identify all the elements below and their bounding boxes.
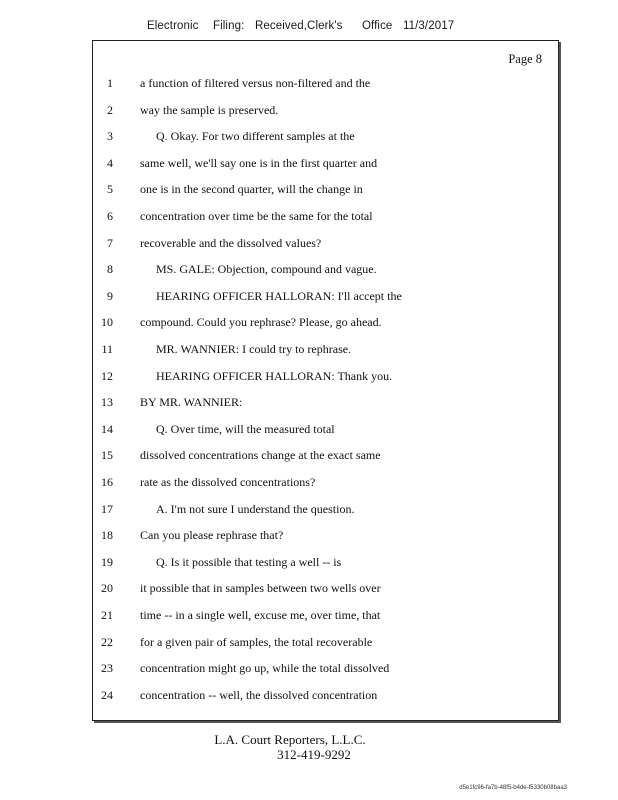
line-number: 2: [107, 102, 113, 117]
line-number: 12: [101, 368, 113, 383]
transcript-line: [93, 686, 558, 704]
transcript-line: [93, 313, 558, 331]
line-number: 4: [107, 155, 113, 170]
transcript-line: [93, 127, 558, 145]
line-text: one is in the second quarter, will the change in: [140, 182, 363, 197]
line-number: 17: [101, 501, 113, 516]
transcript-line: [93, 633, 558, 651]
line-number: 8: [107, 262, 113, 277]
transcript-line: [93, 579, 558, 597]
line-number: 1: [107, 76, 113, 90]
line-number: 5: [107, 182, 113, 197]
transcript-line: [93, 553, 558, 571]
line-text: concentration over time be the same for the total: [140, 209, 373, 223]
line-number: 10: [101, 315, 113, 330]
transcript-line: [93, 74, 558, 92]
line-text: MR. WANNIER: I could try to rephrase.: [156, 342, 352, 356]
line-text: it possible that in samples between two wells over: [140, 581, 381, 596]
line-number: 16: [101, 475, 113, 489]
line-text: for a given pair of samples, the total recoverable: [140, 634, 373, 649]
line-number: 14: [101, 421, 113, 436]
line-number: 21: [101, 608, 113, 622]
transcript-line: [93, 606, 558, 624]
line-number: 11: [101, 342, 113, 356]
line-text: same well, we'll say one is in the first quarter and: [140, 155, 378, 170]
line-number: 9: [107, 288, 113, 303]
transcript-line: [93, 207, 558, 225]
line-text: dissolved concentrations change at the exact same: [140, 448, 381, 463]
transcript-line: [93, 260, 558, 278]
transcript-line: [93, 393, 558, 411]
line-number: 20: [101, 581, 113, 596]
transcript-line: [93, 659, 558, 677]
line-text: rate as the dissolved concentrations?: [140, 475, 316, 489]
filing-stamp-electronic: Electronic: [147, 20, 199, 32]
transcript-line: [93, 420, 558, 438]
line-number: 7: [107, 235, 113, 250]
line-number: 15: [101, 448, 113, 463]
transcript-line: [93, 154, 558, 172]
transcript-page: [92, 40, 559, 721]
court-reporter-name: L.A. Court Reporters, L.L.C.: [214, 732, 366, 747]
line-number: 6: [107, 209, 113, 223]
line-text: concentration -- well, the dissolved concentration: [140, 687, 378, 702]
line-text: A. I'm not sure I understand the question.: [156, 501, 355, 516]
line-text: way the sample is preserved.: [140, 102, 279, 117]
document-hash: d5e1fc96-fa7b-48f5-b4de-f5330b08baa3: [459, 785, 567, 791]
line-number: 18: [101, 528, 113, 543]
line-text: recoverable and the dissolved values?: [140, 235, 322, 250]
transcript-line: [93, 500, 558, 518]
line-text: BY MR. WANNIER:: [140, 395, 243, 410]
filing-stamp-office: Office: [362, 20, 393, 32]
transcript-line: [93, 446, 558, 464]
filing-stamp-date: 11/3/2017: [403, 20, 455, 32]
transcript-line: [93, 180, 558, 198]
line-number: 24: [101, 687, 113, 702]
transcript-line: [93, 340, 558, 358]
line-number: 22: [101, 634, 113, 649]
line-text: concentration might go up, while the total dissolved: [140, 661, 390, 676]
line-text: Q. Over time, will the measured total: [156, 421, 335, 436]
court-reporter-phone: 312-419-9292: [277, 747, 351, 762]
transcript-line: [93, 473, 558, 491]
electronic-filing-stamp: [147, 20, 467, 36]
transcript-line: [93, 287, 558, 305]
page-number: Page 8: [508, 52, 542, 66]
filing-stamp-filing: Filing:: [213, 20, 245, 32]
line-text: HEARING OFFICER HALLORAN: Thank you.: [156, 368, 393, 383]
line-number: 23: [101, 661, 113, 676]
line-number: 13: [101, 395, 113, 410]
line-text: a function of filtered versus non-filtered and the: [140, 76, 371, 90]
line-number: 3: [107, 129, 113, 144]
line-text: compound. Could you rephrase? Please, go ahead.: [140, 315, 382, 330]
line-text: time -- in a single well, excuse me, over time, that: [140, 608, 381, 622]
line-text: Q. Is it possible that testing a well -- is: [156, 554, 342, 569]
line-text: Can you please rephrase that?: [140, 528, 284, 543]
transcript-line: [93, 367, 558, 385]
transcript-line: [93, 101, 558, 119]
line-text: Q. Okay. For two different samples at the: [156, 129, 355, 144]
filing-stamp-received: Received,Clerk's: [255, 20, 343, 32]
line-text: HEARING OFFICER HALLORAN: I'll accept the: [156, 288, 402, 303]
transcript-line: [93, 234, 558, 252]
line-text: MS. GALE: Objection, compound and vague.: [156, 262, 377, 277]
line-number: 19: [101, 554, 113, 569]
transcript-line: [93, 526, 558, 544]
